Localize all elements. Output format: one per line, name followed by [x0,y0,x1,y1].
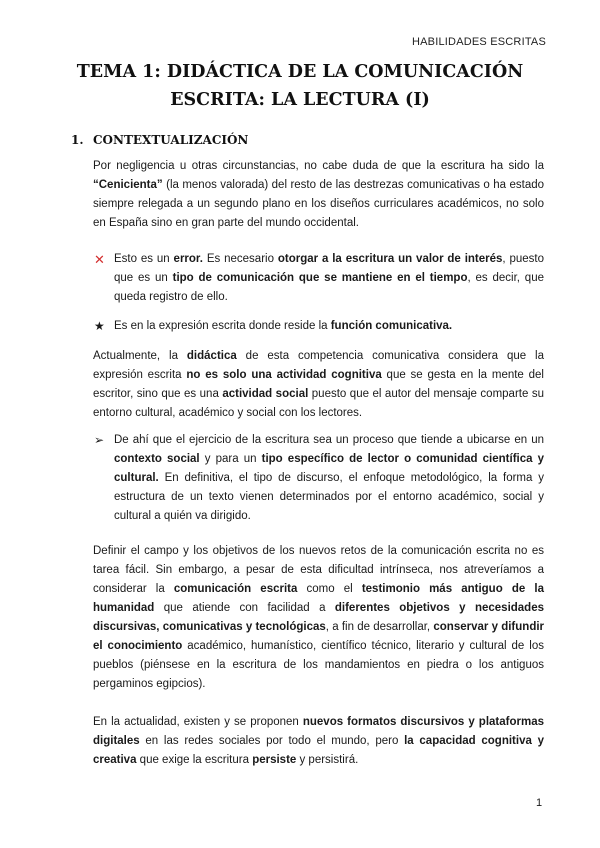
star-icon: ★ [94,319,105,333]
page-title [40,58,560,114]
cross-mark-icon: ✕ [94,252,105,267]
paragraph-3: Definir el campo y los objetivos de los nuevos retos de la comunicación escrita no es tarea fácil. Sin embargo, a pesar de esta dificultad intrínseca, nos atreveríamos a considerar la comunicación escrita como el testimonio más antiguo de la humanidad que atiende con facilidad a diferentes objetivos y necesidades discursivas, comunicativas y tecnológicas, a fin de desarrollar, conservar y difundir el conocimiento académico, humanístico, científico técnico, literario y cultural de los pueblos (piénsese en la escritura de los mandamientos en piedra o los antiguos pergaminos egipcios). [93,545,545,690]
section-number: 1. [71,133,84,147]
page-number: 1 [536,797,543,809]
paragraph-4: En la actualidad, existen y se proponen nuevos formatos discursivos y plataformas digitales en las redes sociales por todo el mundo, pero la capacidad cognitiva y creativa que exige la escritura persiste y persistirá. [93,716,544,766]
section-heading [71,133,248,147]
title-line-2: ESCRITA: LA LECTURA (I) [170,90,430,110]
bullet-item-context: ➢ De ahí que el ejercicio de la escritura sea un proceso que tiende a ubicarse en un contexto social y para un tipo específico de lector o comunidad científica y cultural. En definitiva, el tipo de discurso, el enfoque metodológico, la forma y estructura de un texto vienen determinados por el entorno académico, social y cultural a quién va dirigido. [94,433,545,522]
paragraph-1: Por negligencia u otras circunstancias, no cabe duda de que la escritura ha sido la “Cenicienta” (la menos valorada) del resto de las destrezas comunicativas o ha estado siempre relegada a un segundo plano en los diseños curriculares académicos, no solo en España sino en gran parte del mundo occidental. [93,160,544,229]
paragraph-2: Actualmente, la didáctica de esta competencia comunicativa considera que la expresión escrita no es solo una actividad cognitiva que se gesta en la mente del escritor, sino que es una actividad social puesto que el autor del mensaje comparte su entorno cultural, académico y social con los lectores. [93,350,544,419]
bullet-item-error: ✕ Esto es un error. Es necesario otorgar a la escritura un valor de interés, puesto que es un tipo de comunicación que se mantiene en el tiempo, es decir, que queda registro de ello. [94,252,544,303]
arrow-icon: ➢ [94,433,105,447]
section-title: CONTEXTUALIZACIÓN [93,133,249,147]
bullet-item-function: ★ Es en la expresión escrita donde reside la función comunicativa. [114,317,544,336]
running-header: HABILIDADES ESCRITAS [412,36,546,48]
title-line-1: TEMA 1: DIDÁCTICA DE LA COMUNICACIÓN [76,62,524,82]
